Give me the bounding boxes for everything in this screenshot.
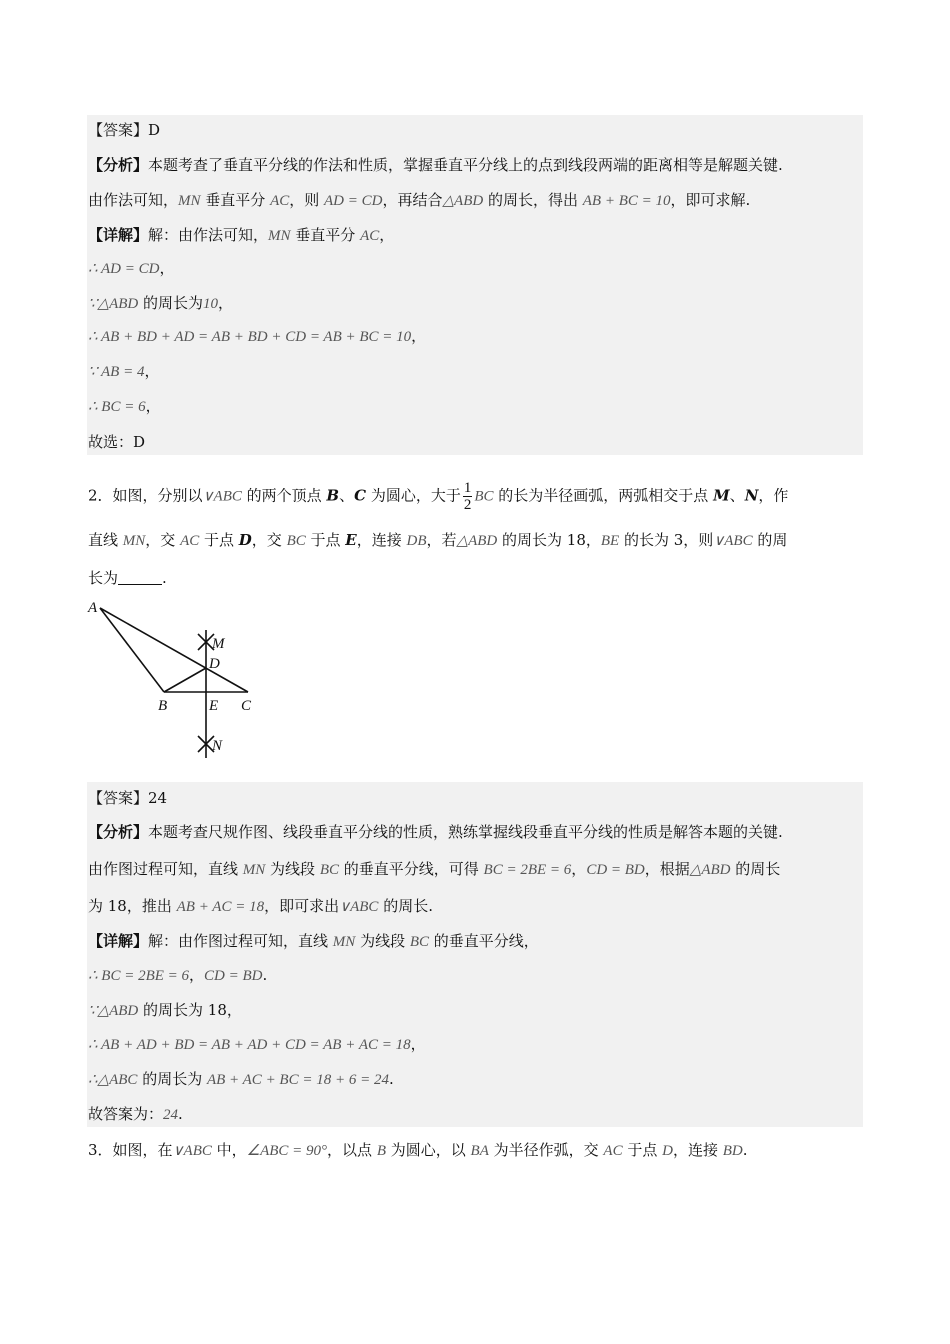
q1-step-1: ∴ AD = CD， — [88, 259, 175, 277]
label-d: D — [209, 656, 220, 672]
segment-ac — [100, 608, 248, 692]
q2-step-3: ∴ AB + AD + BD = AB + AD + CD = AB + AC = 18， — [88, 1035, 426, 1053]
q3-statement-line-1: 3．如图，在∨ABC 中，∠ABC = 90°，以点 B 为圆心，以 BA 为半径作弧，交 AC 于点 D，连接 BD. — [88, 1141, 748, 1159]
q2-analysis-line-1: 【分析】本题考查尺规作图、线段垂直平分线的性质，熟练掌握线段垂直平分线的性质是解答本题的关键. — [88, 823, 783, 841]
q2-detail-line-1: 【详解】解：由作图过程可知，直线 MN 为线段 BC 的垂直平分线， — [88, 932, 539, 950]
q1-step-2: ∵△ABD 的周长为10， — [88, 294, 234, 312]
q2-final-answer: 故答案为：24. — [88, 1105, 183, 1123]
q2-statement-line-1: 2．如图，分别以∨ABC 的两个顶点 B、C 为圆心，大于 $\frac{1}{2}$ BC 的长为半径画弧，两弧相交于点 M、N，作 — [88, 480, 789, 513]
q1-analysis-line-1: 【分析】本题考查了垂直平分线的作法和性质，掌握垂直平分线上的点到线段两端的距离相等是解题关键. — [88, 156, 783, 174]
label-c: C — [241, 698, 252, 714]
q1-analysis-line-2: 由作法可知，MN 垂直平分 AC，则 AD = CD，再结合△ABD 的周长，得出 AB + BC = 10，即可求解. — [88, 191, 751, 209]
q1-step-3: ∴ AB + BD + AD = AB + BD + CD = AB + BC = 10， — [88, 327, 427, 345]
q2-statement-line-3: 长为 . — [88, 569, 167, 587]
q2-step-1: ∴ BC = 2BE = 6，CD = BD. — [88, 966, 268, 984]
q1-choice: 故选：D — [88, 433, 146, 451]
q2-answer: 【答案】24 — [88, 789, 168, 807]
q1-step-5: ∴ BC = 6， — [88, 397, 161, 415]
label-b: B — [158, 698, 168, 714]
segment-db — [164, 668, 206, 692]
segment-ab — [100, 608, 164, 692]
q1-answer: 【答案】D — [88, 121, 161, 139]
q2-step-2: ∵△ABD 的周长为 18， — [88, 1001, 242, 1019]
geometry-figure — [86, 596, 266, 766]
q1-step-4: ∵ AB = 4， — [88, 362, 160, 380]
q2-analysis-line-2: 由作图过程可知，直线 MN 为线段 BC 的垂直平分线，可得 BC = 2BE = 6，CD = BD，根据△ABD 的周长 — [88, 860, 781, 878]
q2-statement-line-2: 直线 MN，交 AC 于点 D，交 BC 于点 E，连接 DB，若△ABD 的周长为 18，BE 的长为 3，则∨ABC 的周 — [88, 531, 788, 549]
q1-detail-line-1: 【详解】解：由作法可知，MN 垂直平分 AC， — [88, 226, 395, 244]
label-n: N — [212, 738, 223, 754]
label-e: E — [209, 698, 219, 714]
fraction-one-half: $\frac{1}{2}$ — [463, 480, 472, 513]
q2-analysis-line-3: 为 18，推出 AB + AC = 18，即可求出∨ABC 的周长. — [88, 897, 433, 915]
label-a: A — [88, 600, 98, 616]
answer-blank[interactable] — [118, 570, 162, 585]
label-m: M — [212, 636, 225, 652]
q2-step-4: ∴△ABC 的周长为 AB + AC + BC = 18 + 6 = 24. — [88, 1070, 394, 1088]
